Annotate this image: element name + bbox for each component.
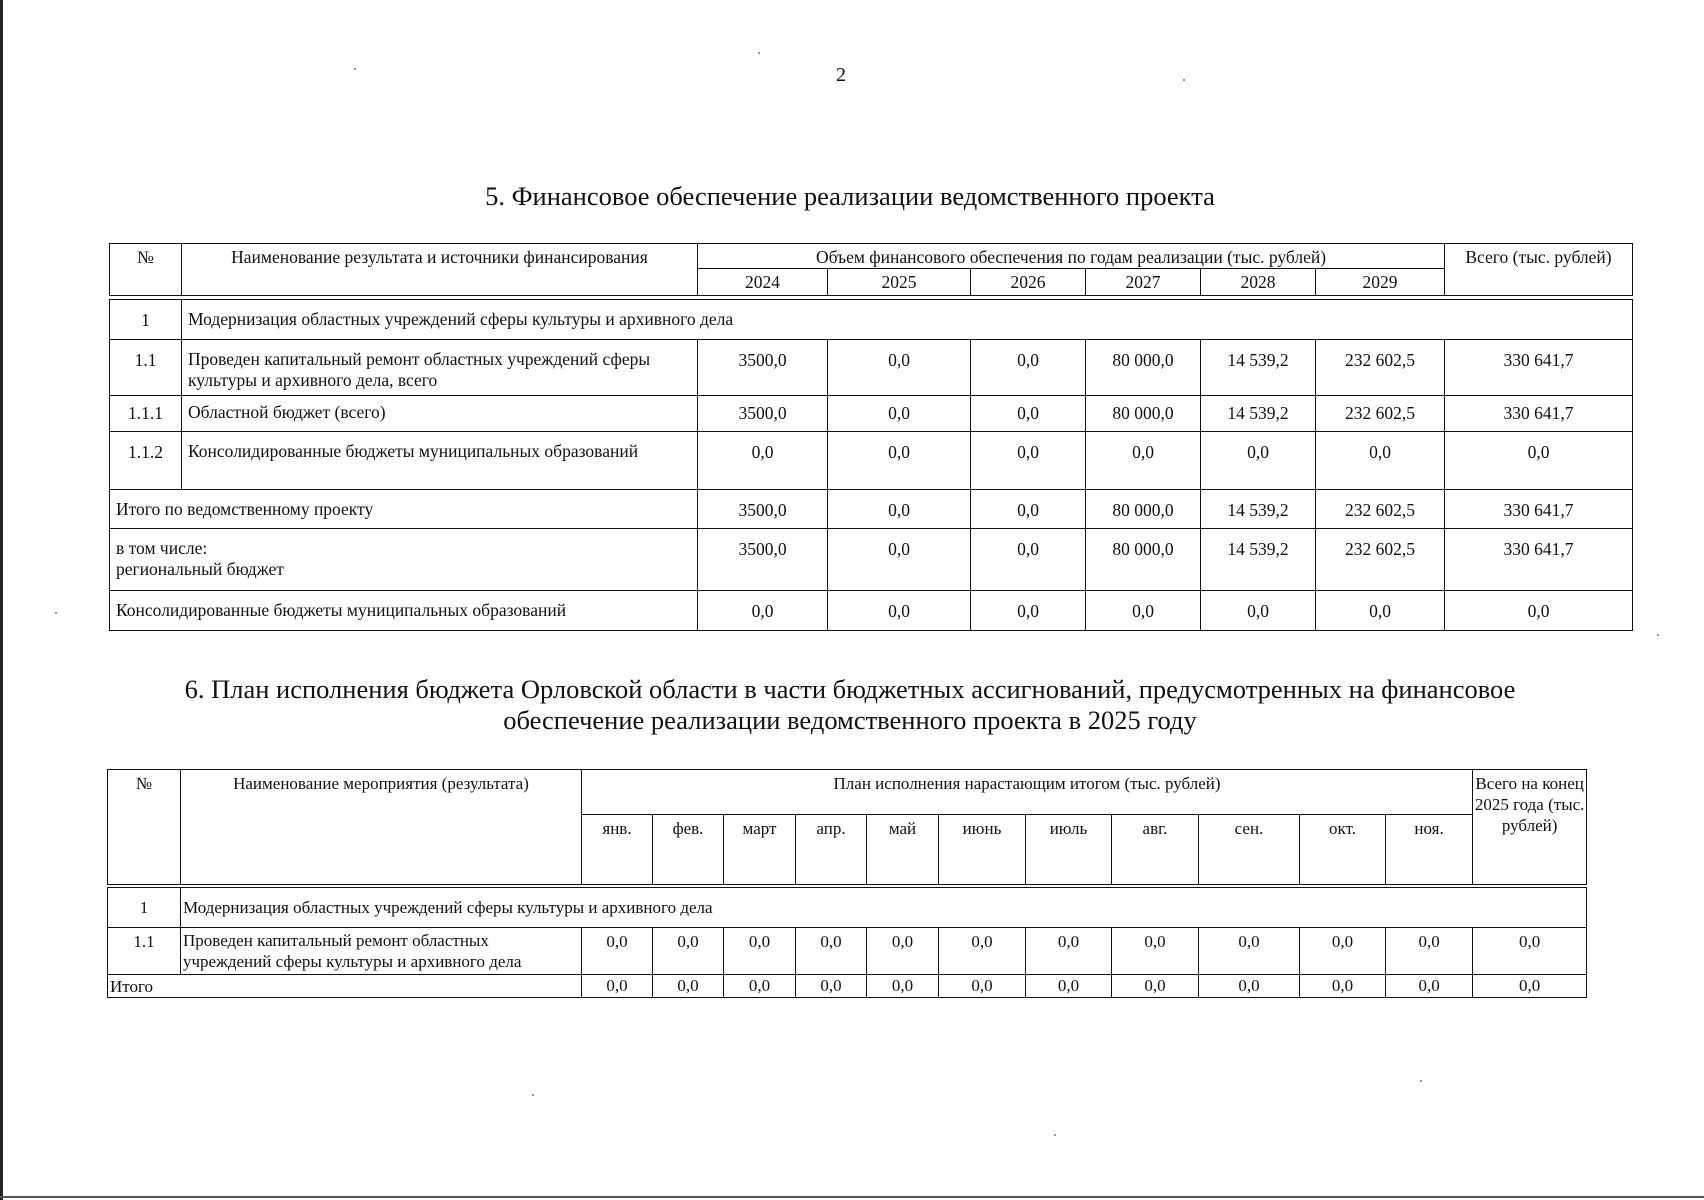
value-cell: 14 539,2 xyxy=(1201,396,1316,432)
value-cell: 0,0 xyxy=(1201,591,1316,631)
value-cell: 0,0 xyxy=(1201,432,1316,490)
row-number: 1 xyxy=(108,888,181,928)
value-cell: 0,0 xyxy=(1086,591,1201,631)
column-header-month: фев. xyxy=(653,815,724,885)
value-cell: 232 602,5 xyxy=(1316,396,1445,432)
column-header-year: 2029 xyxy=(1316,269,1445,296)
value-cell: 14 539,2 xyxy=(1201,529,1316,591)
value-cell: 0,0 xyxy=(828,490,971,529)
row-name: Областной бюджет (всего) xyxy=(182,396,698,432)
summary-name-line: в том числе: xyxy=(116,538,208,558)
table-row xyxy=(110,340,1633,396)
value-cell: 3500,0 xyxy=(698,396,828,432)
value-cell: 0,0 xyxy=(1316,591,1445,631)
group-row xyxy=(108,888,1587,928)
scan-speck xyxy=(55,612,57,614)
value-cell: 0,0 xyxy=(828,396,971,432)
column-header-name: Наименование результата и источники финансирования xyxy=(182,244,698,296)
column-header-month: июнь xyxy=(939,815,1026,885)
row-name: Проведен капитальный ремонт областных учреждений сферы культуры и архивного дела xyxy=(181,928,582,975)
value-cell: 0,0 xyxy=(653,975,724,998)
total-cell: 0,0 xyxy=(1473,928,1587,975)
column-header-month: апр. xyxy=(796,815,867,885)
column-header-month: сен. xyxy=(1199,815,1300,885)
column-header-year: 2024 xyxy=(698,269,828,296)
value-cell: 0,0 xyxy=(1199,928,1300,975)
scan-speck xyxy=(1054,1134,1056,1136)
column-header-no: № xyxy=(110,244,182,296)
value-cell: 232 602,5 xyxy=(1316,340,1445,396)
summary-name xyxy=(110,529,698,591)
value-cell: 0,0 xyxy=(582,928,653,975)
value-cell: 0,0 xyxy=(828,529,971,591)
summary-name: Консолидированные бюджеты муниципальных образований xyxy=(110,591,698,631)
column-header-month: ноя. xyxy=(1386,815,1473,885)
group-name: Модернизация областных учреждений сферы культуры и архивного дела xyxy=(182,300,1633,340)
value-cell: 0,0 xyxy=(939,975,1026,998)
column-header-month: авг. xyxy=(1112,815,1199,885)
value-cell: 0,0 xyxy=(971,490,1086,529)
value-cell: 0,0 xyxy=(1026,975,1112,998)
value-cell: 0,0 xyxy=(971,396,1086,432)
value-cell: 0,0 xyxy=(828,432,971,490)
value-cell: 14 539,2 xyxy=(1201,490,1316,529)
section-5-title: 5. Финансовое обеспечение реализации ведомственного проекта xyxy=(485,181,1215,211)
value-cell: 80 000,0 xyxy=(1086,490,1201,529)
table-row xyxy=(110,432,1633,490)
row-number: 1 xyxy=(110,300,182,340)
scan-speck xyxy=(1183,79,1185,81)
row-number: 1.1.2 xyxy=(110,432,182,490)
summary-row xyxy=(110,529,1633,591)
page-number: 2 xyxy=(836,64,846,86)
column-header-total: Всего на конец 2025 года (тыс. рублей) xyxy=(1473,770,1587,885)
value-cell: 0,0 xyxy=(1199,975,1300,998)
value-cell: 80 000,0 xyxy=(1086,529,1201,591)
value-cell: 0,0 xyxy=(971,432,1086,490)
total-cell: 330 641,7 xyxy=(1445,396,1633,432)
financing-table xyxy=(109,243,1633,631)
value-cell: 0,0 xyxy=(582,975,653,998)
total-cell: 0,0 xyxy=(1445,591,1633,631)
column-header-month: март xyxy=(724,815,796,885)
value-cell: 3500,0 xyxy=(698,340,828,396)
value-cell: 0,0 xyxy=(971,340,1086,396)
value-cell: 3500,0 xyxy=(698,490,828,529)
value-cell: 0,0 xyxy=(867,975,939,998)
value-cell: 80 000,0 xyxy=(1086,340,1201,396)
column-header-year: 2025 xyxy=(828,269,971,296)
section-6-title-line: 6. План исполнения бюджета Орловской области в части бюджетных ассигнований, предусмотренных на финансовое xyxy=(184,674,1516,704)
summary-name-line: региональный бюджет xyxy=(116,559,284,579)
scan-speck xyxy=(1657,634,1659,636)
value-cell: 0,0 xyxy=(1386,975,1473,998)
value-cell: 0,0 xyxy=(1316,432,1445,490)
value-cell: 0,0 xyxy=(724,975,796,998)
group-row xyxy=(110,300,1633,340)
value-cell: 0,0 xyxy=(939,928,1026,975)
column-header-volume: Объем финансового обеспечения по годам реализации (тыс. рублей) xyxy=(698,244,1445,269)
scan-speck xyxy=(758,52,760,54)
value-cell: 0,0 xyxy=(1086,432,1201,490)
table-row xyxy=(108,928,1587,975)
value-cell: 0,0 xyxy=(796,975,867,998)
value-cell: 0,0 xyxy=(1026,928,1112,975)
total-cell: 0,0 xyxy=(1473,975,1587,998)
column-header-month: янв. xyxy=(582,815,653,885)
total-cell: 330 641,7 xyxy=(1445,340,1633,396)
column-header-month: июль xyxy=(1026,815,1112,885)
column-header-year: 2028 xyxy=(1201,269,1316,296)
group-name: Модернизация областных учреждений сферы культуры и архивного дела xyxy=(181,888,1587,928)
row-name: Консолидированные бюджеты муниципальных образований xyxy=(182,432,698,490)
column-header-total: Всего (тыс. рублей) xyxy=(1445,244,1633,296)
value-cell: 0,0 xyxy=(1300,975,1386,998)
section-6-title xyxy=(100,674,1600,736)
scan-speck xyxy=(1420,1080,1422,1082)
row-number: 1.1 xyxy=(110,340,182,396)
summary-row xyxy=(110,490,1633,529)
value-cell: 0,0 xyxy=(867,928,939,975)
row-number: 1.1 xyxy=(108,928,181,975)
column-header-month: май xyxy=(867,815,939,885)
value-cell: 0,0 xyxy=(796,928,867,975)
value-cell: 0,0 xyxy=(698,432,828,490)
total-cell: 330 641,7 xyxy=(1445,490,1633,529)
summary-name: Итого xyxy=(108,975,582,998)
value-cell: 0,0 xyxy=(971,591,1086,631)
value-cell: 232 602,5 xyxy=(1316,490,1445,529)
scan-speck xyxy=(354,68,356,70)
summary-name: Итого по ведомственному проекту xyxy=(110,490,698,529)
table-row xyxy=(110,396,1633,432)
total-cell: 330 641,7 xyxy=(1445,529,1633,591)
value-cell: 0,0 xyxy=(698,591,828,631)
value-cell: 0,0 xyxy=(1300,928,1386,975)
column-header-year: 2027 xyxy=(1086,269,1201,296)
budget-plan-table xyxy=(107,769,1587,998)
value-cell: 80 000,0 xyxy=(1086,396,1201,432)
summary-row xyxy=(110,591,1633,631)
value-cell: 232 602,5 xyxy=(1316,529,1445,591)
value-cell: 0,0 xyxy=(653,928,724,975)
section-6-title-line: обеспечение реализации ведомственного проекта в 2025 году xyxy=(503,705,1197,735)
column-header-month: окт. xyxy=(1300,815,1386,885)
total-cell: 0,0 xyxy=(1445,432,1633,490)
column-header-plan: План исполнения нарастающим итогом (тыс. рублей) xyxy=(582,770,1473,815)
value-cell: 0,0 xyxy=(1112,928,1199,975)
value-cell: 0,0 xyxy=(1386,928,1473,975)
scan-edge xyxy=(0,1196,1704,1198)
column-header-no: № xyxy=(108,770,181,885)
value-cell: 14 539,2 xyxy=(1201,340,1316,396)
row-name: Проведен капитальный ремонт областных учреждений сферы культуры и архивного дела, всего xyxy=(182,340,698,396)
value-cell: 0,0 xyxy=(828,591,971,631)
column-header-name: Наименование мероприятия (результата) xyxy=(181,770,582,885)
scan-speck xyxy=(532,1094,534,1096)
summary-row xyxy=(108,975,1587,998)
row-number: 1.1.1 xyxy=(110,396,182,432)
column-header-year: 2026 xyxy=(971,269,1086,296)
value-cell: 0,0 xyxy=(724,928,796,975)
value-cell: 3500,0 xyxy=(698,529,828,591)
scan-edge xyxy=(0,0,3,1200)
value-cell: 0,0 xyxy=(828,340,971,396)
value-cell: 0,0 xyxy=(971,529,1086,591)
value-cell: 0,0 xyxy=(1112,975,1199,998)
